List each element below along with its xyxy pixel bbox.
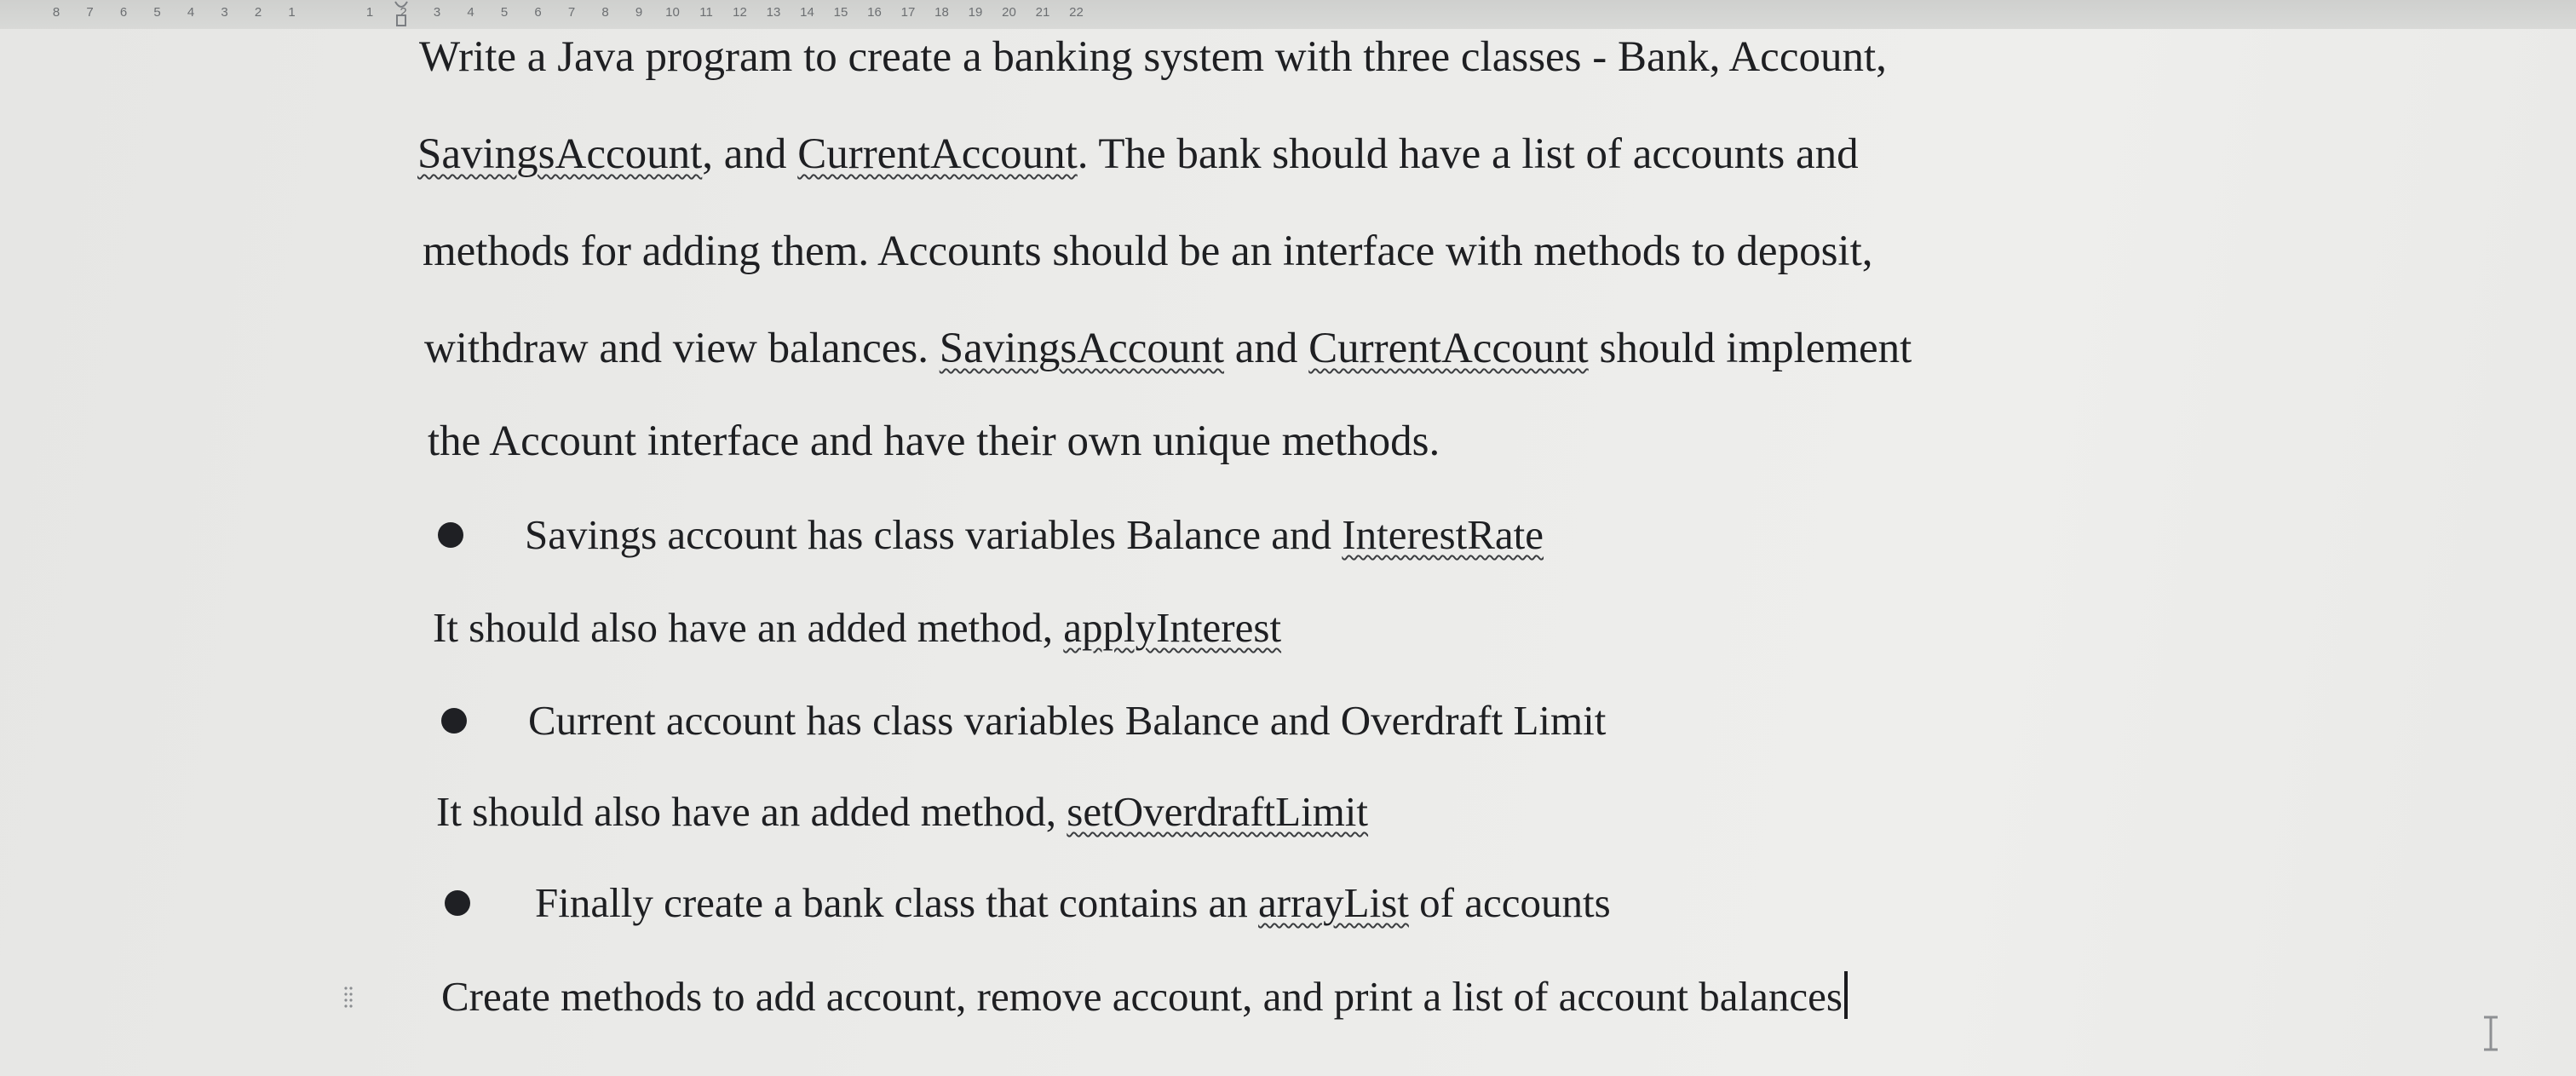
spellcheck-word[interactable]: CurrentAccount bbox=[797, 130, 1078, 178]
intro-line-1 bbox=[419, 33, 1887, 81]
ruler-tick-label: 6 bbox=[534, 5, 542, 20]
bullet-point bbox=[438, 522, 463, 548]
ruler-tick-label: 3 bbox=[221, 5, 228, 20]
final-line[interactable] bbox=[441, 971, 1848, 1019]
bullet-text: of accounts bbox=[1408, 879, 1611, 926]
note-line-savings bbox=[433, 604, 1282, 651]
bullet-item-bank bbox=[535, 879, 1611, 926]
intro-line-4 bbox=[424, 327, 1912, 371]
bullet-text: Savings account has class variables Balance and bbox=[525, 511, 1343, 558]
ruler-tick-label: 21 bbox=[1035, 5, 1050, 20]
ruler-tick-label: 7 bbox=[567, 5, 576, 20]
ruler-tick-label: 17 bbox=[900, 5, 916, 20]
ruler-tick-label: 13 bbox=[766, 5, 781, 20]
intro-text: , and bbox=[702, 130, 798, 178]
ruler-tick-label: 22 bbox=[1069, 5, 1084, 20]
ruler-tick-label: 4 bbox=[187, 5, 195, 20]
ruler-tick-label: 1 bbox=[288, 5, 296, 20]
intro-text: Write a Java program to create a banking system with three classes - Bank, Account, bbox=[419, 33, 1887, 81]
ruler-tick-label: 2 bbox=[254, 5, 262, 20]
ruler-tick-label: 18 bbox=[934, 5, 949, 20]
ruler-tick-label: 19 bbox=[968, 5, 983, 20]
intro-line-5 bbox=[428, 417, 1440, 465]
ruler-tick-label: 14 bbox=[800, 5, 814, 20]
spellcheck-word[interactable]: applyInterest bbox=[1063, 604, 1282, 651]
intro-text: and bbox=[1224, 325, 1309, 372]
spellcheck-word[interactable]: SavingsAccount bbox=[939, 325, 1225, 372]
spellcheck-word[interactable]: SavingsAccount bbox=[417, 130, 703, 178]
ruler-tick-label: 10 bbox=[665, 5, 680, 20]
ruler-tick-label: 1 bbox=[365, 5, 374, 20]
intro-line-2 bbox=[417, 130, 1859, 178]
ruler-tick-label: 20 bbox=[1002, 5, 1016, 20]
spellcheck-word[interactable]: setOverdraftLimit bbox=[1067, 788, 1369, 835]
ruler-tick-label: 2 bbox=[400, 5, 407, 20]
spellcheck-word[interactable]: CurrentAccount bbox=[1308, 325, 1589, 372]
text-caret bbox=[1844, 971, 1848, 1019]
intro-text: should implement bbox=[1588, 325, 1912, 372]
bullet-item-savings bbox=[525, 511, 1544, 558]
bullet-text: Current account has class variables Balance and Overdraft Limit bbox=[528, 697, 1607, 744]
note-line-current bbox=[436, 788, 1369, 835]
ruler-tick-label: 8 bbox=[52, 5, 60, 20]
spellcheck-word[interactable]: InterestRate bbox=[1342, 511, 1544, 558]
final-text: Create methods to add account, remove account, and print a list of account balances bbox=[441, 973, 1843, 1020]
intro-text: methods for adding them. Accounts should be an interface with methods to deposit, bbox=[423, 227, 1873, 275]
bullet-item-current bbox=[528, 697, 1607, 744]
bullet-text: Finally create a bank class that contains an bbox=[535, 879, 1259, 926]
drag-grip-icon[interactable] bbox=[342, 985, 354, 1009]
ruler-tick-label: 16 bbox=[867, 5, 882, 20]
ruler-tick-label: 7 bbox=[86, 5, 94, 20]
intro-text: withdraw and view balances. bbox=[424, 325, 940, 372]
ruler-tick-label: 12 bbox=[733, 5, 747, 20]
horizontal-ruler[interactable] bbox=[0, 0, 2576, 29]
bullet-point bbox=[445, 890, 470, 916]
ruler-tick-label: 8 bbox=[601, 5, 609, 20]
spellcheck-word[interactable]: arrayList bbox=[1258, 879, 1409, 926]
ruler-tick-label: 5 bbox=[153, 5, 161, 20]
ruler-tick-label: 15 bbox=[833, 5, 848, 20]
intro-line-3 bbox=[423, 227, 1873, 275]
intro-text: . The bank should have a list of accounts and bbox=[1077, 130, 1859, 178]
ruler-tick-label: 4 bbox=[467, 5, 474, 20]
note-text: It should also have an added method, bbox=[436, 788, 1067, 835]
document-page[interactable] bbox=[0, 29, 2576, 1076]
ruler-tick-label: 6 bbox=[119, 5, 128, 20]
note-text: It should also have an added method, bbox=[433, 604, 1064, 651]
ruler-tick-label: 11 bbox=[699, 5, 713, 20]
ruler-tick-label: 9 bbox=[635, 5, 643, 20]
ruler-tick-label: 5 bbox=[500, 5, 509, 20]
bullet-point bbox=[441, 708, 467, 734]
ruler-tick-label: 3 bbox=[433, 5, 441, 20]
indent-marker-icon[interactable] bbox=[394, 0, 409, 29]
intro-text: the Account interface and have their own unique methods. bbox=[428, 417, 1440, 465]
text-ibeam-icon bbox=[2481, 1016, 2501, 1051]
